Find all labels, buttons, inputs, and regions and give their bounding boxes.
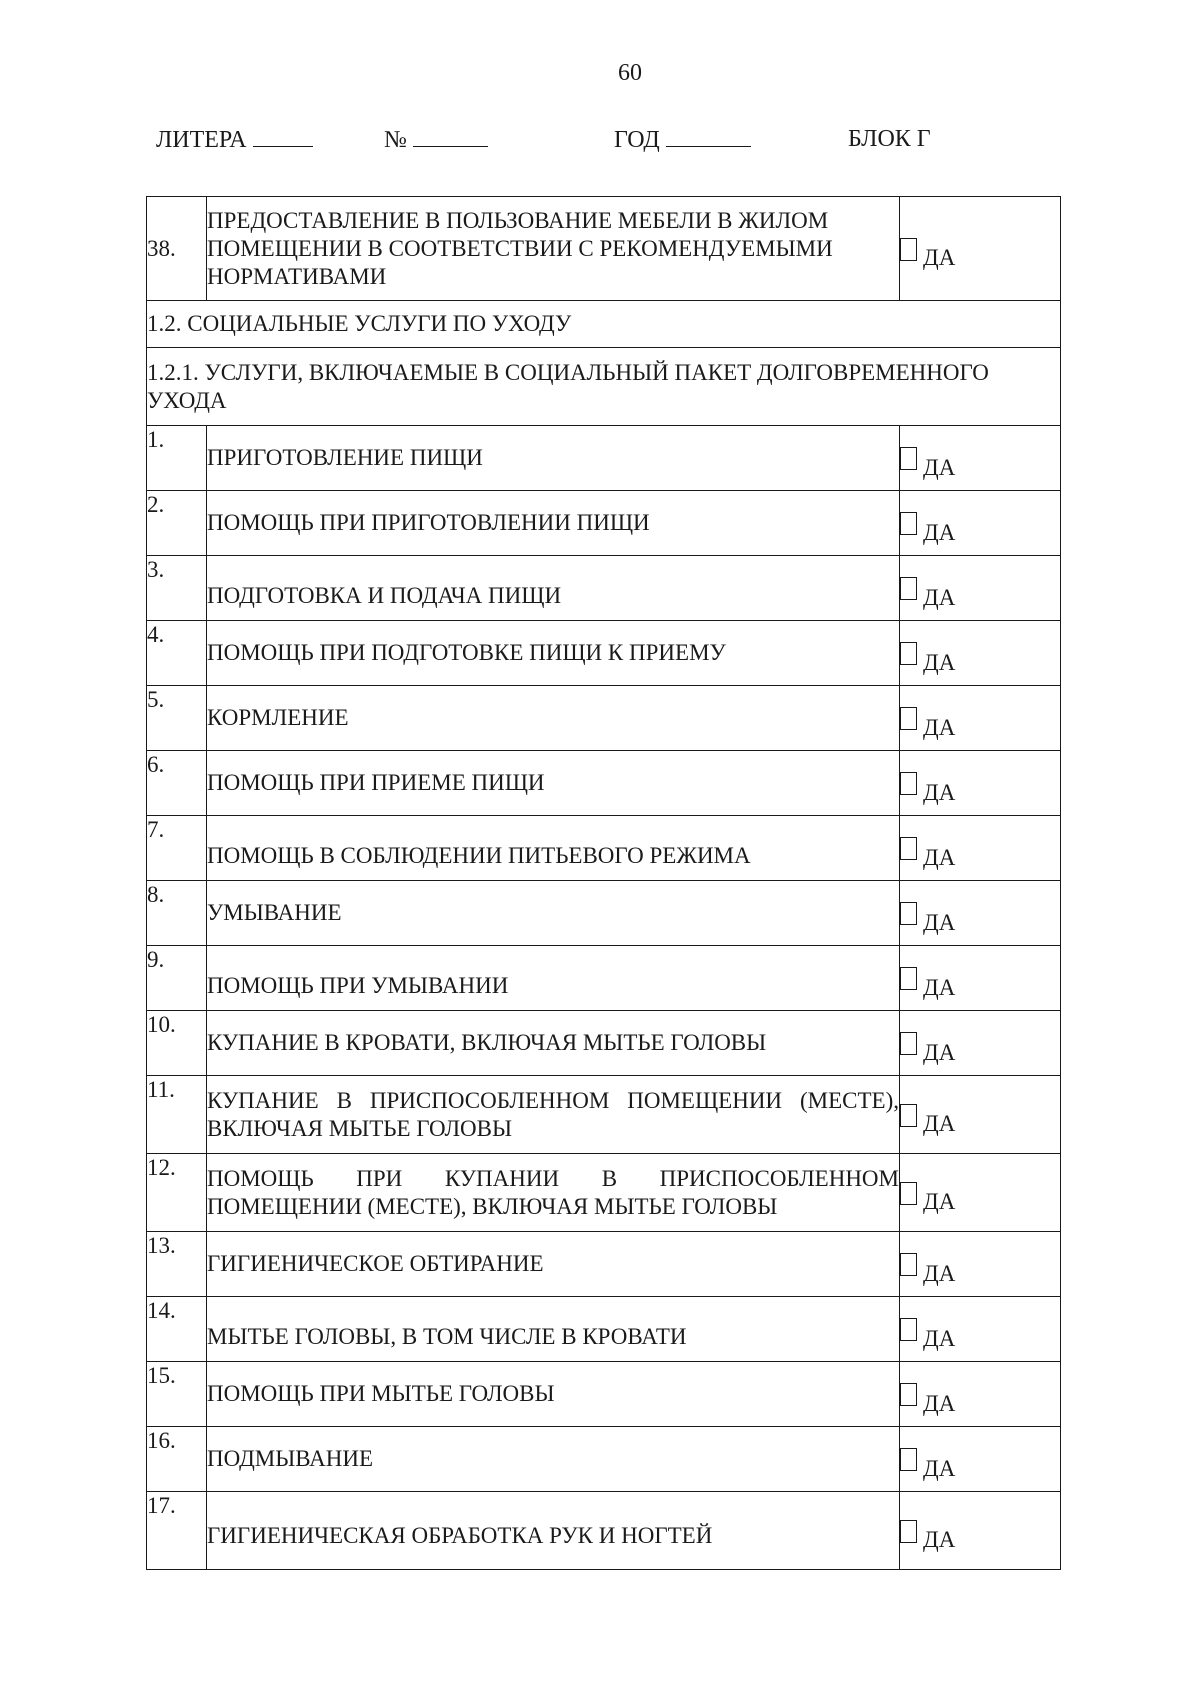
table-row <box>147 426 1061 491</box>
row-text-line: ПОМЕЩЕНИИ В СООТВЕТСТВИИ С РЕКОМЕНДУЕМЫМИ <box>207 235 833 261</box>
row-text: ПОДГОТОВКА И ПОДАЧА ПИЩИ <box>207 556 900 621</box>
checkbox[interactable] <box>900 1448 917 1471</box>
checkbox[interactable] <box>900 1182 917 1205</box>
yes-option <box>900 1492 1061 1570</box>
yes-option <box>900 556 1061 621</box>
yes-label: ДА <box>923 844 956 870</box>
litera-field <box>156 126 313 154</box>
row-number: 4. <box>147 621 207 686</box>
yes-label: ДА <box>923 974 956 1000</box>
row-text: ПОМОЩЬ ПРИ ПОДГОТОВКЕ ПИЩИ К ПРИЕМУ <box>207 621 900 686</box>
row-number: 3. <box>147 556 207 621</box>
table-row <box>147 1492 1061 1570</box>
services-table <box>146 196 1061 1570</box>
year-blank[interactable] <box>666 126 751 147</box>
row-text: ПОМОЩЬ ПРИ ПРИГОТОВЛЕНИИ ПИЩИ <box>207 491 900 556</box>
table-row <box>147 816 1061 881</box>
row-number: 8. <box>147 881 207 946</box>
row-number: 6. <box>147 751 207 816</box>
section-row <box>147 301 1061 348</box>
table-row <box>147 881 1061 946</box>
checkbox[interactable] <box>900 447 917 470</box>
yes-option <box>900 491 1061 556</box>
checkbox[interactable] <box>900 1520 917 1543</box>
yes-option <box>900 1297 1061 1362</box>
year-label: ГОД <box>614 127 660 153</box>
row-number: 12. <box>147 1154 207 1232</box>
row-text: ПОДМЫВАНИЕ <box>207 1427 900 1492</box>
subsection-heading: 1.2.1. УСЛУГИ, ВКЛЮЧАЕМЫЕ В СОЦИАЛЬНЫЙ ПАКЕТ ДОЛГОВРЕМЕННОГО УХОДА <box>147 348 1061 426</box>
yes-option <box>900 621 1061 686</box>
row-text: КОРМЛЕНИЕ <box>207 686 900 751</box>
page-number: 60 <box>618 60 642 86</box>
row-text: ПОМОЩЬ ПРИ УМЫВАНИИ <box>207 946 900 1011</box>
row-text: МЫТЬЕ ГОЛОВЫ, В ТОМ ЧИСЛЕ В КРОВАТИ <box>207 1297 900 1362</box>
table-row <box>147 1427 1061 1492</box>
table-row <box>147 621 1061 686</box>
number-blank[interactable] <box>413 126 488 147</box>
yes-label: ДА <box>923 1325 956 1351</box>
yes-option <box>900 1011 1061 1076</box>
checkbox[interactable] <box>900 512 917 535</box>
row-text: ГИГИЕНИЧЕСКАЯ ОБРАБОТКА РУК И НОГТЕЙ <box>207 1492 900 1570</box>
row-text-line: ПРЕДОСТАВЛЕНИЕ В ПОЛЬЗОВАНИЕ МЕБЕЛИ В ЖИЛОМ <box>207 207 829 233</box>
checkbox[interactable] <box>900 1253 917 1276</box>
checkbox[interactable] <box>900 1104 917 1127</box>
block-label: БЛОК Г <box>848 126 931 152</box>
row-text: КУПАНИЕ В ПРИСПОСОБЛЕННОМ ПОМЕЩЕНИИ (МЕСТЕ), ВКЛЮЧАЯ МЫТЬЕ ГОЛОВЫ <box>207 1076 900 1154</box>
yes-option <box>900 946 1061 1011</box>
yes-label: ДА <box>923 519 956 545</box>
yes-label: ДА <box>923 1390 956 1416</box>
yes-option <box>900 1427 1061 1492</box>
table-row <box>147 1011 1061 1076</box>
row-number: 13. <box>147 1232 207 1297</box>
yes-option <box>900 1232 1061 1297</box>
table-row <box>147 491 1061 556</box>
yes-option <box>900 881 1061 946</box>
yes-label: ДА <box>923 1111 956 1137</box>
row-text: ПРИГОТОВЛЕНИЕ ПИЩИ <box>207 426 900 491</box>
table-row <box>147 1362 1061 1427</box>
yes-option <box>900 426 1061 491</box>
litera-blank[interactable] <box>253 126 313 147</box>
row-text: ПОМОЩЬ В СОБЛЮДЕНИИ ПИТЬЕВОГО РЕЖИМА <box>207 816 900 881</box>
subsection-row <box>147 348 1061 426</box>
row-number: 1. <box>147 426 207 491</box>
table-row <box>147 1154 1061 1232</box>
yes-label: ДА <box>923 454 956 480</box>
row-text: ПОМОЩЬ ПРИ ПРИЕМЕ ПИЩИ <box>207 751 900 816</box>
row-number: 17. <box>147 1492 207 1570</box>
table-row <box>147 1297 1061 1362</box>
row-number: 15. <box>147 1362 207 1427</box>
checkbox[interactable] <box>900 577 917 600</box>
yes-label: ДА <box>923 584 956 610</box>
checkbox[interactable] <box>900 238 917 261</box>
row-text: УМЫВАНИЕ <box>207 881 900 946</box>
row-number: 7. <box>147 816 207 881</box>
row-number: 38. <box>147 197 207 301</box>
yes-label: ДА <box>923 714 956 740</box>
yes-label: ДА <box>923 779 956 805</box>
yes-option <box>900 1076 1061 1154</box>
yes-label: ДА <box>923 1260 956 1286</box>
checkbox[interactable] <box>900 1318 917 1341</box>
row-text-line: НОРМАТИВАМИ <box>207 263 387 289</box>
number-field <box>384 126 488 154</box>
row-text: ПОМОЩЬ ПРИ КУПАНИИ В ПРИСПОСОБЛЕННОМ ПОМЕЩЕНИИ (МЕСТЕ), ВКЛЮЧАЯ МЫТЬЕ ГОЛОВЫ <box>207 1154 900 1232</box>
table-row <box>147 556 1061 621</box>
table-row <box>147 686 1061 751</box>
row-number: 16. <box>147 1427 207 1492</box>
year-field <box>614 126 751 154</box>
yes-label: ДА <box>923 245 956 271</box>
number-label: № <box>384 127 407 153</box>
table-row <box>147 946 1061 1011</box>
yes-option <box>900 1154 1061 1232</box>
yes-option <box>900 1362 1061 1427</box>
row-number: 2. <box>147 491 207 556</box>
row-number: 9. <box>147 946 207 1011</box>
checkbox[interactable] <box>900 902 917 925</box>
yes-label: ДА <box>923 1455 956 1481</box>
checkbox[interactable] <box>900 1383 917 1406</box>
table-row <box>147 751 1061 816</box>
row-number: 14. <box>147 1297 207 1362</box>
checkbox[interactable] <box>900 707 917 730</box>
checkbox[interactable] <box>900 837 917 860</box>
yes-option <box>900 197 1061 301</box>
yes-label: ДА <box>923 1189 956 1215</box>
row-text: КУПАНИЕ В КРОВАТИ, ВКЛЮЧАЯ МЫТЬЕ ГОЛОВЫ <box>207 1011 900 1076</box>
checkbox[interactable] <box>900 1032 917 1055</box>
section-heading: 1.2. СОЦИАЛЬНЫЕ УСЛУГИ ПО УХОДУ <box>147 301 1061 348</box>
yes-label: ДА <box>923 1039 956 1065</box>
table-row <box>147 1232 1061 1297</box>
checkbox[interactable] <box>900 642 917 665</box>
yes-option <box>900 686 1061 751</box>
checkbox[interactable] <box>900 967 917 990</box>
litera-label: ЛИТЕРА <box>156 127 247 153</box>
checkbox[interactable] <box>900 772 917 795</box>
table-row-38 <box>147 197 1061 301</box>
yes-option <box>900 751 1061 816</box>
row-text: ПОМОЩЬ ПРИ МЫТЬЕ ГОЛОВЫ <box>207 1362 900 1427</box>
row-number: 5. <box>147 686 207 751</box>
row-text <box>207 197 900 301</box>
yes-label: ДА <box>923 1527 956 1553</box>
yes-label: ДА <box>923 649 956 675</box>
row-number: 10. <box>147 1011 207 1076</box>
row-text: ГИГИЕНИЧЕСКОЕ ОБТИРАНИЕ <box>207 1232 900 1297</box>
table-row <box>147 1076 1061 1154</box>
row-number: 11. <box>147 1076 207 1154</box>
yes-option <box>900 816 1061 881</box>
yes-label: ДА <box>923 909 956 935</box>
